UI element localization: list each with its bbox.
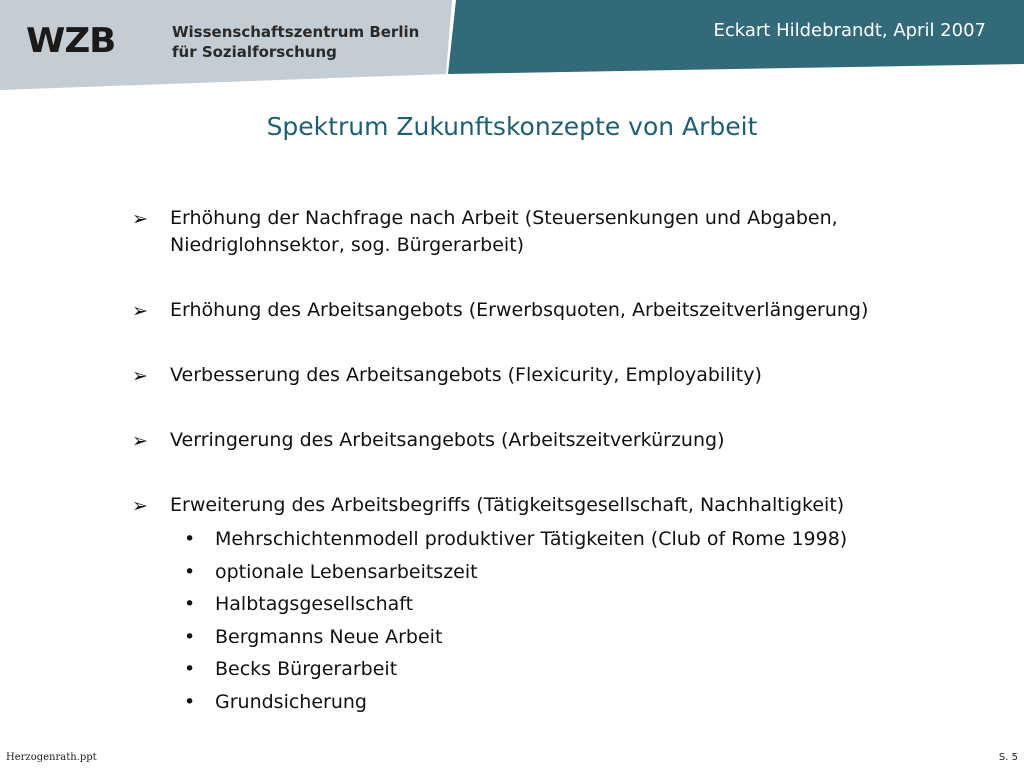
sub-list-item	[170, 621, 990, 654]
bullet-text: Verbesserung des Arbeitsangebots (Flexicurity, Employability)	[170, 364, 762, 386]
arrow-bullet-icon: ➢	[132, 365, 148, 387]
institution-name	[172, 22, 419, 62]
sub-list-item	[170, 523, 990, 556]
sub-bullet-text: Becks Bürgerarbeit	[215, 658, 398, 680]
sub-bullet-text: Halbtagsgesellschaft	[215, 593, 414, 615]
dot-bullet-icon: •	[184, 658, 196, 680]
dot-bullet-icon: •	[184, 690, 196, 713]
bullet-text-line-1: Erhöhung der Nachfrage nach Arbeit (Steuersenkungen und Abgaben,	[170, 207, 838, 229]
sub-list-item	[170, 556, 990, 589]
arrow-bullet-icon: ➢	[132, 495, 148, 517]
sub-list-item	[170, 588, 990, 621]
arrow-bullet-icon: ➢	[132, 300, 148, 322]
bullet-text-line-2: Niedriglohnsektor, sog. Bürgerarbeit)	[170, 234, 525, 256]
wzb-logo: WZB	[26, 21, 116, 61]
list-item	[130, 362, 990, 389]
list-item	[130, 427, 990, 454]
institution-line-1: Wissenschaftszentrum Berlin	[172, 23, 420, 41]
header-background	[0, 0, 1024, 92]
dot-bullet-icon: •	[184, 593, 196, 615]
sub-bullet-text: optionale Lebensarbeitszeit	[215, 560, 478, 583]
list-item	[130, 297, 990, 324]
bullet-text: Erhöhung des Arbeitsangebots (Erwerbsquoten, Arbeitszeitverlängerung)	[170, 299, 869, 321]
bullet-text: Erweiterung des Arbeitsbegriffs (Tätigkeitsgesellschaft, Nachhaltigkeit)	[170, 494, 845, 516]
dot-bullet-icon: •	[184, 560, 196, 583]
sub-list-item	[170, 653, 990, 686]
footer-filename: Herzogenrath.ppt	[6, 752, 97, 763]
dot-bullet-icon: •	[184, 528, 196, 550]
sub-bullet-text: Bergmanns Neue Arbeit	[215, 625, 443, 648]
sub-bullet-text: Grundsicherung	[215, 690, 367, 713]
footer-page-number: S. 5	[998, 752, 1018, 763]
list-item	[130, 205, 990, 259]
bullet-text: Verringerung des Arbeitsangebots (Arbeitszeitverkürzung)	[170, 429, 725, 451]
author-date: Eckart Hildebrandt, April 2007	[713, 20, 986, 41]
bullet-list	[130, 205, 990, 718]
list-item	[130, 492, 990, 718]
arrow-bullet-icon: ➢	[132, 430, 148, 452]
dot-bullet-icon: •	[184, 625, 196, 648]
sub-bullet-list	[170, 523, 990, 718]
institution-line-2: für Sozialforschung	[172, 43, 337, 61]
slide-title: Spektrum Zukunftskonzepte von Arbeit	[266, 112, 758, 141]
sub-list-item	[170, 686, 990, 719]
sub-bullet-text: Mehrschichtenmodell produktiver Tätigkeiten (Club of Rome 1998)	[215, 528, 848, 550]
header-banner	[0, 0, 1024, 92]
arrow-bullet-icon: ➢	[132, 208, 148, 230]
